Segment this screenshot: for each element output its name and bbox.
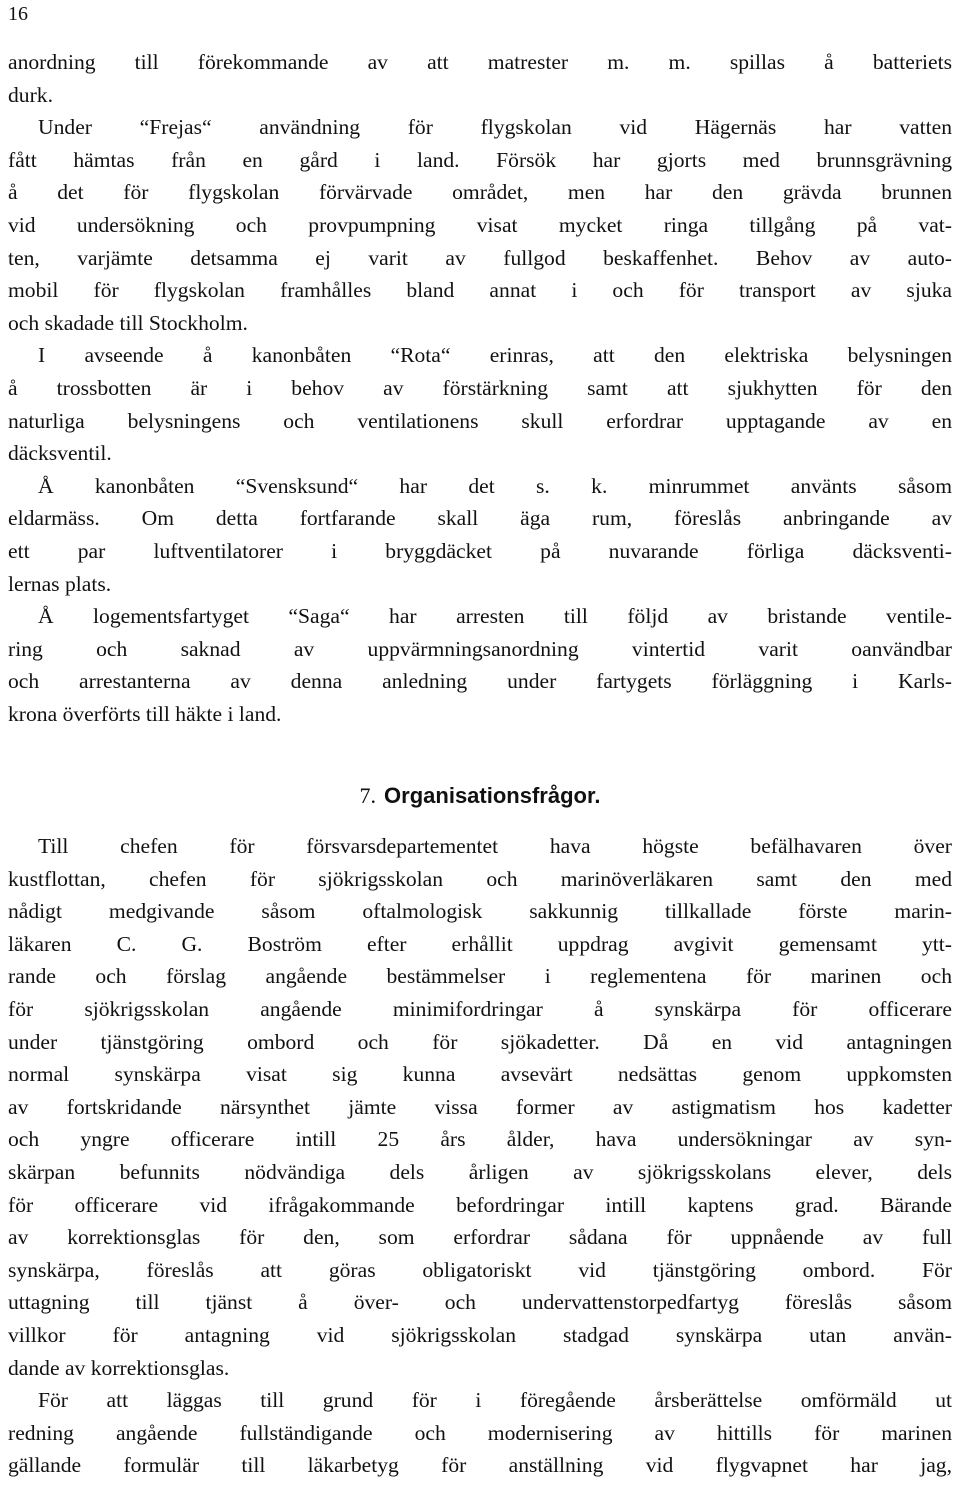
text-line: läkaren C. G. Boström efter erhållit uppdrag avgivit gemensamt ytt- [8,931,952,956]
page-number: 16 [8,3,28,25]
text-line: för sjökrigsskolan angående minimifordringar å synskärpa för officerare [8,996,952,1021]
text-line: villkor för antagning vid sjökrigsskolan stadgad synskärpa utan använ- [8,1322,952,1347]
text-line: ett par luftventilatorer i bryggdäcket på nuvarande förliga däcksventi- [8,538,952,563]
text-line: gällande formulär till läkarbetyg för anställning vid flygvapnet har jag, [8,1453,952,1478]
text-line: lernas plats. [8,571,112,596]
text-line: Å logementsfartyget “Saga“ har arresten till följd av bristande ventile- [38,604,952,629]
text-line: av korrektionsglas för den, som erfordrar sådana för uppnående av full [8,1225,952,1250]
text-line: durk. [8,82,53,107]
text-line: dande av korrektionsglas. [8,1355,230,1380]
text-line: Å kanonbåten “Svensksund“ har det s. k. minrummet använts såsom [38,473,952,498]
text-line: nådigt medgivande såsom oftalmologisk sakkunnig tillkallade förste marin- [8,899,952,924]
text-line: ring och saknad av uppvärmningsanordning vintertid varit oanvändbar [8,636,952,661]
text-line: och yngre officerare intill 25 års ålder, hava undersökningar av syn- [8,1127,952,1152]
text-line: och arrestanterna av denna anledning under fartygets förläggning i Karls- [8,669,952,694]
text-line: rande och förslag angående bestämmelser i reglementena för marinen och [8,964,952,989]
body-text-lower [8,830,952,1482]
text-line: och skadade till Stockholm. [8,310,248,335]
text-line: normal synskärpa visat sig kunna avsevärt nedsättas genom uppkomsten [8,1062,952,1087]
section-title: Organisationsfrågor. [384,783,601,808]
text-line: Till chefen för försvarsdepartementet hava högste befälhavaren över [38,834,952,858]
body-text-upper [8,46,952,730]
section-heading [0,780,960,812]
text-line: under tjänstgöring ombord och för sjökadetter. Då en vid antagningen [8,1029,952,1054]
text-line: anordning till förekommande av att matrester m. m. spillas å batteriets [8,50,952,74]
text-line: å trossbotten är i behov av förstärkning samt att sjukhytten för den [8,375,952,400]
text-line: synskärpa, föreslås att göras obligatoriskt vid tjänstgöring ombord. För [8,1257,952,1282]
text-line: krona överförts till häkte i land. [8,701,282,726]
text-line: kustflottan, chefen för sjökrigsskolan och marinöverläkaren samt den med [8,866,952,891]
text-line: ten, varjämte detsamma ej varit av fullgod beskaffenhet. Behov av auto- [8,245,952,270]
text-line: å det för flygskolan förvärvade området, men har den grävda brunnen [8,180,952,205]
text-line: för officerare vid ifrågakommande befordringar intill kaptens grad. Bärande [8,1192,952,1217]
text-line: uttagning till tjänst å över- och undervattenstorpedfartyg föreslås såsom [8,1290,952,1315]
text-line: redning angående fullständigande och modernisering av hittills för marinen [8,1420,952,1445]
text-line: av fortskridande närsynthet jämte vissa former av astigmatism hos kadetter [8,1094,952,1119]
text-line: skärpan befunnits nödvändiga dels årligen av sjökrigsskolans elever, dels [8,1159,952,1184]
section-number: 7. [359,783,377,808]
text-line: eldarmäss. Om detta fortfarande skall äga rum, föreslås anbringande av [8,506,952,531]
text-line: fått hämtas från en gård i land. Försök har gjorts med brunnsgrävning [8,147,952,172]
text-line: däcksventil. [8,441,112,466]
text-line: För att läggas till grund för i föregående årsberättelse omförmäld ut [38,1388,952,1413]
text-line: naturliga belysningens och ventilationens skull erfordrar upptagande av en [8,408,952,433]
text-line: Under “Frejas“ användning för flygskolan vid Hägernäs har vatten [38,115,952,140]
text-line: I avseende å kanonbåten “Rota“ erinras, att den elektriska belysningen [38,343,952,368]
text-line: vid undersökning och provpumpning visat mycket ringa tillgång på vat- [8,212,952,237]
text-line: mobil för flygskolan framhålles bland annat i och för transport av sjuka [8,278,952,303]
